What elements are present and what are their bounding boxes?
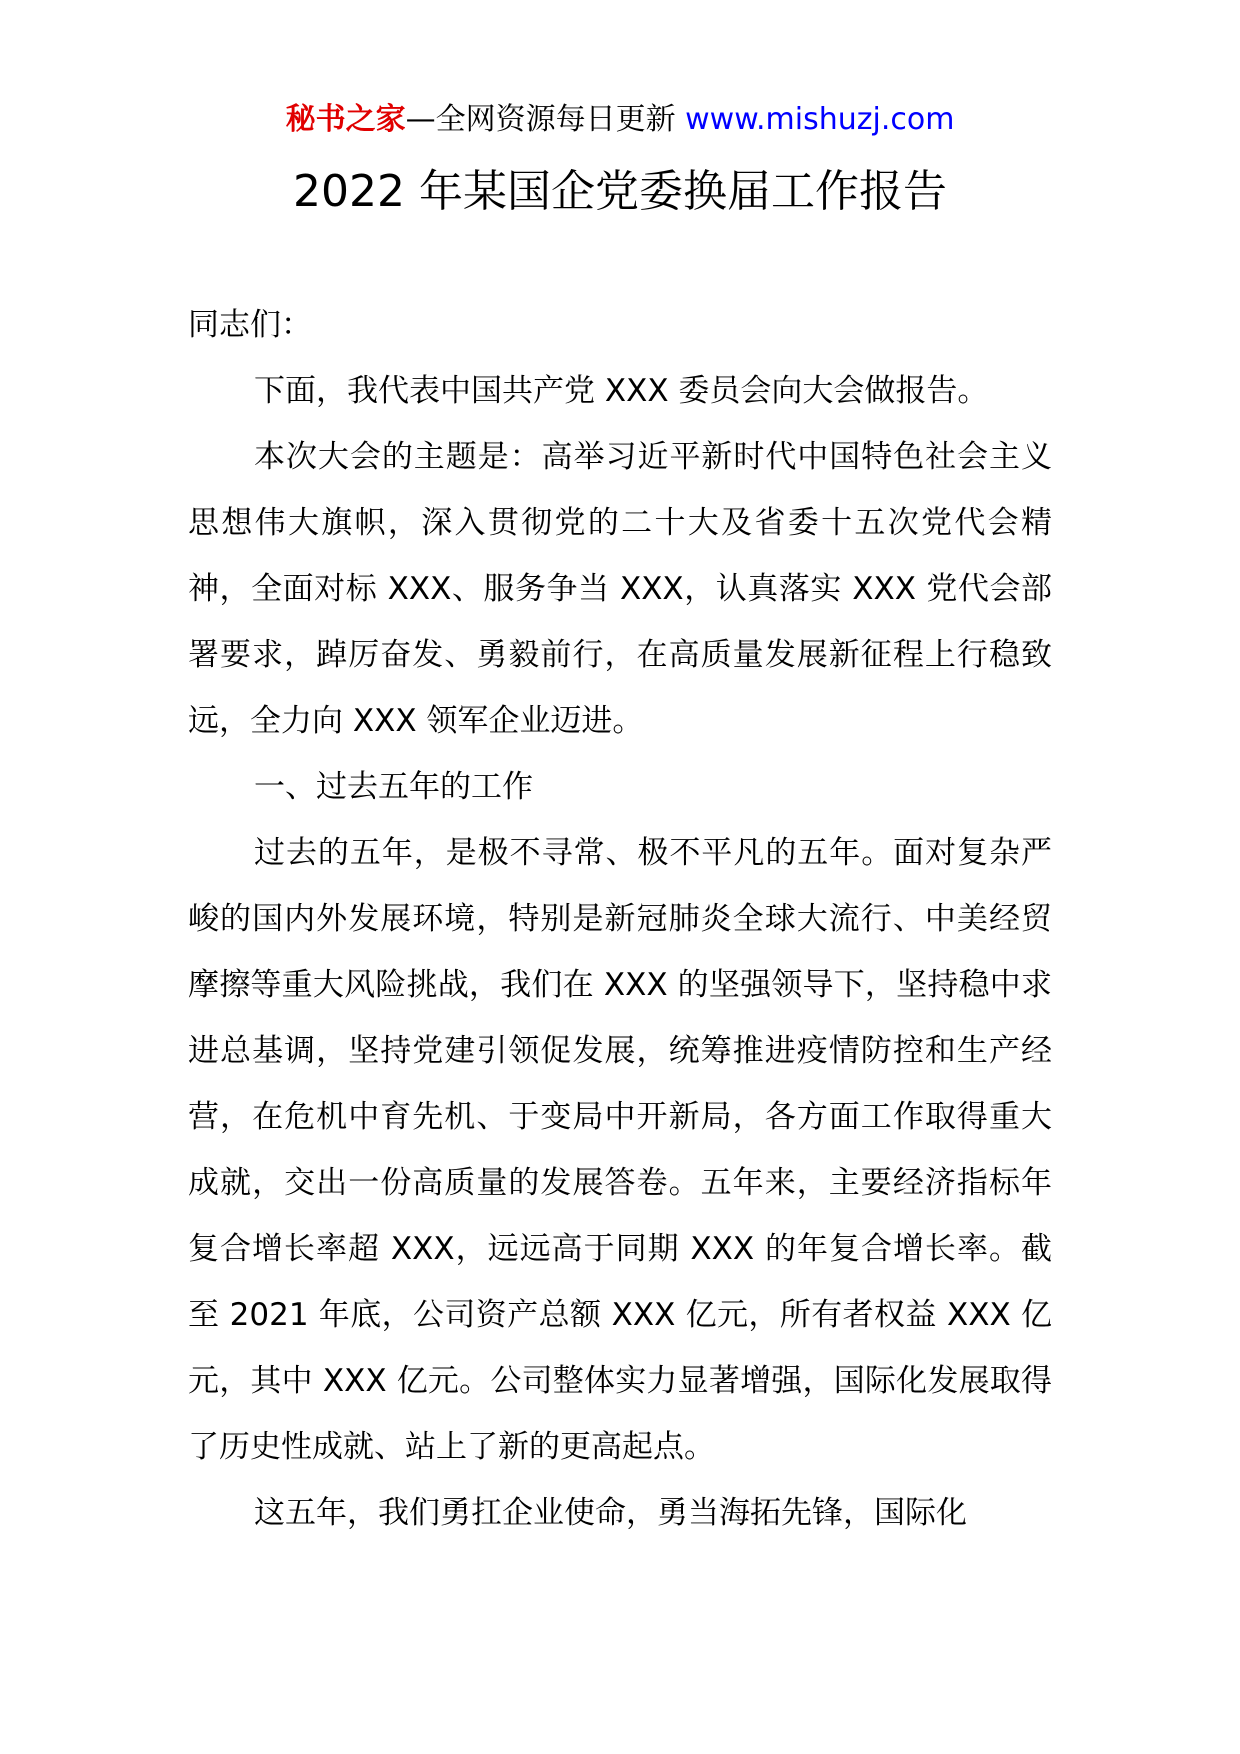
document-body [188,292,1052,1546]
paragraph: 本次大会的主题是：高举习近平新时代中国特色社会主义思想伟大旗帜，深入贯彻党的二十大及省委十五次党代会精神，全面对标 XXX、服务争当 XXX，认真落实 XXX 党代会部署要求，踔厉奋发、勇毅前行，在高质量发展新征程上行稳致远，全力向 XXX 领军企业迈进。 [188,439,1052,739]
document-title: 2022 年某国企党委换届工作报告 [293,166,947,217]
site-slogan: —全网资源每日更新 [405,102,686,137]
site-header [0,100,1240,140]
salutation: 同志们： [188,307,312,343]
paragraph: 下面，我代表中国共产党 XXX 委员会向大会做报告。 [254,373,989,409]
section-heading: 一、过去五年的工作 [254,769,533,805]
site-brand: 秘书之家 [285,102,406,137]
site-url-link[interactable]: www.mishuzj.com [685,102,955,137]
paragraph: 过去的五年，是极不寻常、极不平凡的五年。面对复杂严峻的国内外发展环境，特别是新冠肺炎全球大流行、中美经贸摩擦等重大风险挑战，我们在 XXX 的坚强领导下，坚持稳中求进总基调，坚持党建引领促发展，统筹推进疫情防控和生产经营，在危机中育先机、于变局中开新局，各方面工作取得重大成就，交出一份高质量的发展答卷。五年来，主要经济指标年复合增长率超 XXX，远远高于同期 XXX 的年复合增长率。截至 2021 年底，公司资产总额 XXX 亿元，所有者权益 XXX 亿元，其中 XXX 亿元。公司整体实力显著增强，国际化发展取得了历史性成就、站上了新的更高起点。 [188,835,1052,1465]
paragraph: 这五年，我们勇扛企业使命，勇当海拓先锋，国际化 [254,1495,967,1531]
